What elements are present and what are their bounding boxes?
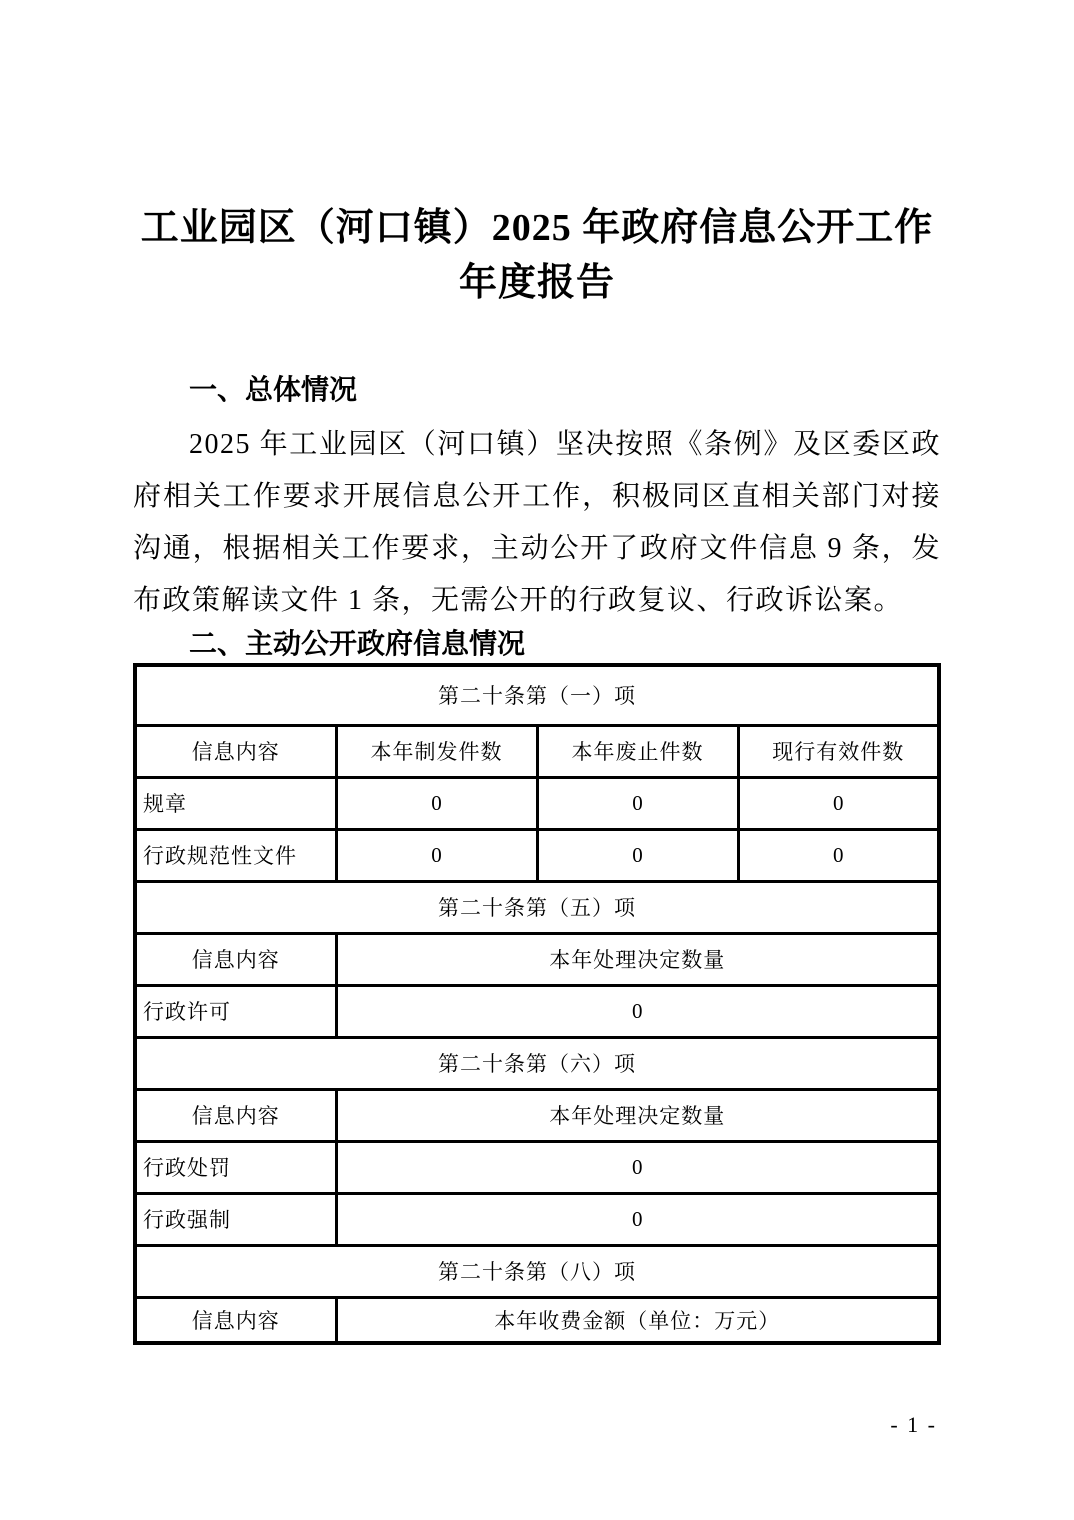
section-1-heading: 一、总体情况	[189, 374, 358, 405]
table-value-cell: 0	[537, 777, 738, 829]
table-label-cell: 行政许可	[135, 985, 336, 1037]
table-header-cell: 信息内容	[135, 1089, 336, 1141]
table-header-cell: 信息内容	[135, 725, 336, 777]
table-band-cell: 第二十条第（一）项	[135, 665, 939, 725]
table-label-cell: 行政处罚	[135, 1141, 336, 1193]
table-band-row	[135, 1037, 939, 1089]
table-band-cell: 第二十条第（五）项	[135, 881, 939, 933]
page-number: - 1 -	[890, 1412, 937, 1437]
table-value-cell: 0	[738, 829, 939, 881]
table-row	[135, 1141, 939, 1193]
document-title-line2: 年度报告	[458, 262, 615, 304]
table-value-cell: 0	[336, 1141, 939, 1193]
table-value-cell: 0	[336, 1193, 939, 1245]
table-value-cell: 0	[336, 777, 537, 829]
table-header-row	[135, 725, 939, 777]
section-1-paragraph: 2025 年工业园区（河口镇）坚决按照《条例》及区委区政府相关工作要求开展信息公开工作，积极同区直相关部门对接沟通，根据相关工作要求，主动公开了政府文件信息 9 条，发布政策解读文件 1 条，无需公开的行政复议、行政诉讼案。	[133, 429, 941, 616]
table-header-cell: 本年制发件数	[336, 725, 537, 777]
table-header-cell: 本年处理决定数量	[336, 1089, 939, 1141]
section-2-heading: 二、主动公开政府信息情况	[189, 628, 526, 659]
table-label-cell: 规章	[135, 777, 336, 829]
table-row	[135, 829, 939, 881]
table-header-row	[135, 1297, 939, 1343]
table-header-cell: 信息内容	[135, 933, 336, 985]
table-label-cell: 行政规范性文件	[135, 829, 336, 881]
table-row	[135, 777, 939, 829]
document-title	[133, 201, 941, 311]
table-header-cell: 本年处理决定数量	[336, 933, 939, 985]
disclosure-table	[133, 663, 941, 1345]
table-row	[135, 985, 939, 1037]
table-header-row	[135, 933, 939, 985]
table-band-row	[135, 1245, 939, 1297]
table-band-row	[135, 881, 939, 933]
table-label-cell: 行政强制	[135, 1193, 336, 1245]
table-header-cell: 现行有效件数	[738, 725, 939, 777]
table-value-cell: 0	[336, 985, 939, 1037]
table-band-cell: 第二十条第（六）项	[135, 1037, 939, 1089]
table-value-cell: 0	[336, 829, 537, 881]
table-band-cell: 第二十条第（八）项	[135, 1245, 939, 1297]
table-header-cell: 本年收费金额（单位：万元）	[336, 1297, 939, 1343]
table-row	[135, 1193, 939, 1245]
table-header-row	[135, 1089, 939, 1141]
table-band-row	[135, 665, 939, 725]
table-value-cell: 0	[738, 777, 939, 829]
table-value-cell: 0	[537, 829, 738, 881]
document-title-line1: 工业园区（河口镇）2025 年政府信息公开工作	[140, 207, 934, 249]
table-header-cell: 信息内容	[135, 1297, 336, 1343]
table-header-cell: 本年废止件数	[537, 725, 738, 777]
